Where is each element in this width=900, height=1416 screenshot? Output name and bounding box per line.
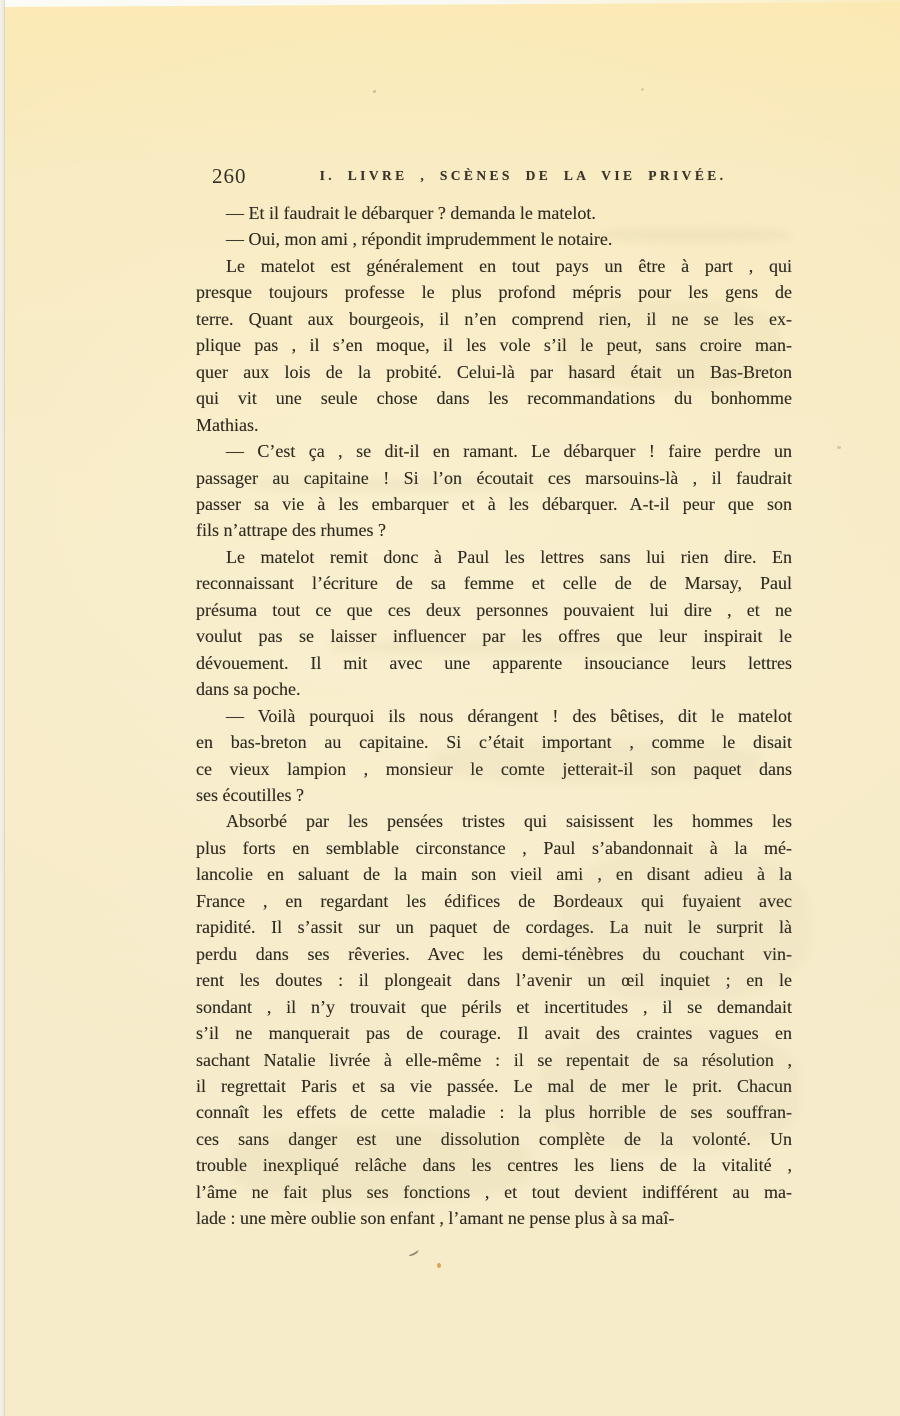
text-line: trouble inexpliqué relâche dans les centres les liens de la vitalité , xyxy=(196,1155,792,1176)
text-line: ces sans danger est une dissolution complète de la volonté. Un xyxy=(196,1128,792,1149)
pencil-mark-artifact xyxy=(407,1248,419,1258)
text-line: lancolie en saluant de la main son vieil ami , en disant adieu à la xyxy=(196,864,792,885)
paper-speck xyxy=(837,446,841,449)
paper-speck xyxy=(373,90,376,93)
text-line: Le matelot est généralement en tout pays un être à part , qui xyxy=(226,255,792,276)
text-line: passager au capitaine ! Si l’on écoutait ces marsouins-là , il faudrait xyxy=(196,467,792,488)
text-line: Absorbé par les pensées tristes qui saisissent les hommes les xyxy=(226,811,792,832)
text-line: présuma tout ce que ces deux personnes pouvaient lui dire , et ne xyxy=(196,599,792,620)
text-line: — Voilà pourquoi ils nous dérangent ! des bêtises, dit le matelot xyxy=(226,705,792,726)
text-line: ce vieux lampion , monsieur le comte jetterait-il son paquet dans xyxy=(196,758,792,779)
running-header xyxy=(196,163,792,191)
paper-speck xyxy=(641,88,644,91)
text-line: plus forts en semblable circonstance , Paul s’abandonnait à la mé- xyxy=(196,837,792,858)
text-line: perdu dans ses rêveries. Avec les demi-ténèbres du couchant vin- xyxy=(196,943,792,964)
text-line: fils n’attrape des rhumes ? xyxy=(196,520,386,541)
scan-edge-left xyxy=(0,0,5,1416)
text-line: voulut pas se laisser influencer par les offres que leur inspirait le xyxy=(196,626,792,647)
page-number: 260 xyxy=(212,164,247,188)
text-line: l’âme ne fait plus ses fonctions , et tout devient indifférent au ma- xyxy=(196,1181,792,1202)
scan-edge-top xyxy=(0,0,900,7)
text-line: quer aux lois de la probité. Celui-là par hasard était un Bas-Breton xyxy=(196,361,792,382)
text-line: passer sa vie à les embarquer et à les débarquer. A-t-il peur que son xyxy=(196,493,792,514)
text-line: — Oui, mon ami , répondit imprudemment le notaire. xyxy=(226,229,613,250)
text-line: presque toujours professe le plus profond mépris pour les gens de xyxy=(196,282,792,303)
text-line: France , en regardant les édifices de Bordeaux qui fuyaient avec xyxy=(196,890,792,911)
text-line: s’il ne manquerait pas de courage. Il avait des craintes vagues en xyxy=(196,1023,792,1044)
text-line: sachant Natalie livrée à elle-même : il se repentait de sa résolution , xyxy=(196,1049,792,1070)
text-line: en bas-breton au capitaine. Si c’était important , comme le disait xyxy=(196,732,792,753)
text-line: reconnaissant l’écriture de sa femme et celle de de Marsay, Paul xyxy=(196,573,792,594)
text-line: rapidité. Il s’assit sur un paquet de cordages. La nuit le surprit là xyxy=(196,917,792,938)
text-line: — C’est ça , se dit-il en ramant. Le débarquer ! faire perdre un xyxy=(226,441,792,462)
paper-speck xyxy=(437,1263,441,1268)
text-line: ses écoutilles ? xyxy=(196,784,304,805)
text-line: rent les doutes : il plongeait dans l’avenir un œil inquiet ; en le xyxy=(196,970,792,991)
text-line: qui vit une seule chose dans les recommandations du bonhomme xyxy=(196,388,792,409)
text-line: Mathias. xyxy=(196,414,259,435)
text-line: sondant , il n’y trouvait que périls et incertitudes , il se demandait xyxy=(196,996,792,1017)
text-line: dans sa poche. xyxy=(196,679,301,700)
text-line: lade : une mère oublie son enfant , l’amant ne pense plus à sa maî- xyxy=(196,1208,675,1229)
page-text-block xyxy=(196,200,792,1232)
text-line: plique pas , il s’en moque, il les vole s’il le peut, sans croire man- xyxy=(196,335,792,356)
text-line: Le matelot remit donc à Paul les lettres sans lui rien dire. En xyxy=(226,546,792,567)
text-line: il regrettait Paris et sa vie passée. Le mal de mer le prit. Chacun xyxy=(196,1075,792,1096)
text-line: dévouement. Il mit avec une apparente insouciance leurs lettres xyxy=(196,652,792,673)
text-line: connaît les effets de cette maladie : la plus horrible de ses souffran- xyxy=(196,1102,792,1123)
running-title: I. LIVRE , SCÈNES DE LA VIE PRIVÉE. xyxy=(319,168,727,183)
text-line: — Et il faudrait le débarquer ? demanda le matelot. xyxy=(226,203,596,223)
text-line: terre. Quant aux bourgeois, il n’en comprend rien, il ne se les ex- xyxy=(196,308,792,329)
